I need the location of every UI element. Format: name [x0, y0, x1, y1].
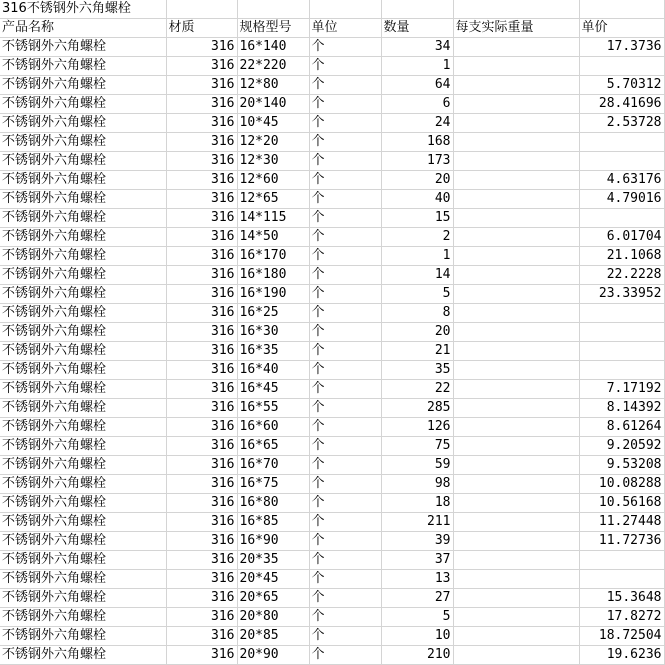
table-row [0, 247, 664, 266]
material-cell[interactable]: 316 [166, 133, 237, 152]
quantity-cell[interactable]: 211 [381, 513, 453, 532]
weight-cell[interactable] [453, 76, 579, 95]
empty-cell[interactable] [381, 0, 453, 19]
material-cell[interactable]: 316 [166, 323, 237, 342]
product-name-cell[interactable]: 不锈钢外六角螺栓 [0, 551, 166, 570]
product-name-cell[interactable]: 不锈钢外六角螺栓 [0, 38, 166, 57]
spec-cell[interactable]: 16*80 [237, 494, 309, 513]
product-name-cell[interactable]: 不锈钢外六角螺栓 [0, 475, 166, 494]
empty-cell[interactable] [237, 0, 309, 19]
unit-cell[interactable]: 个 [309, 57, 381, 76]
unit-cell[interactable]: 个 [309, 418, 381, 437]
price-cell[interactable] [579, 342, 664, 361]
quantity-cell[interactable]: 5 [381, 608, 453, 627]
spec-cell[interactable]: 16*25 [237, 304, 309, 323]
product-name-cell[interactable]: 不锈钢外六角螺栓 [0, 399, 166, 418]
table-row [0, 513, 664, 532]
product-name-cell[interactable]: 不锈钢外六角螺栓 [0, 57, 166, 76]
spec-cell[interactable]: 20*140 [237, 95, 309, 114]
product-name-cell[interactable]: 不锈钢外六角螺栓 [0, 114, 166, 133]
quantity-cell[interactable]: 173 [381, 152, 453, 171]
unit-cell[interactable]: 个 [309, 285, 381, 304]
quantity-cell[interactable]: 13 [381, 570, 453, 589]
material-cell[interactable]: 316 [166, 266, 237, 285]
quantity-cell[interactable]: 14 [381, 266, 453, 285]
material-cell[interactable]: 316 [166, 532, 237, 551]
product-name-cell[interactable]: 不锈钢外六角螺栓 [0, 494, 166, 513]
spec-cell[interactable]: 20*65 [237, 589, 309, 608]
product-name-cell[interactable]: 不锈钢外六角螺栓 [0, 76, 166, 95]
spec-cell[interactable]: 16*140 [237, 38, 309, 57]
table-row [0, 456, 664, 475]
table-row [0, 152, 664, 171]
quantity-cell[interactable]: 40 [381, 190, 453, 209]
weight-cell[interactable] [453, 399, 579, 418]
unit-cell[interactable]: 个 [309, 608, 381, 627]
product-name-cell[interactable]: 不锈钢外六角螺栓 [0, 627, 166, 646]
product-name-cell[interactable]: 不锈钢外六角螺栓 [0, 513, 166, 532]
material-cell[interactable]: 316 [166, 475, 237, 494]
quantity-cell[interactable]: 98 [381, 475, 453, 494]
product-name-cell[interactable]: 不锈钢外六角螺栓 [0, 95, 166, 114]
spec-cell[interactable]: 16*190 [237, 285, 309, 304]
quantity-cell[interactable]: 37 [381, 551, 453, 570]
price-cell[interactable]: 7.17192 [579, 380, 664, 399]
price-cell[interactable] [579, 551, 664, 570]
product-name-cell[interactable]: 不锈钢外六角螺栓 [0, 437, 166, 456]
spec-cell[interactable]: 16*35 [237, 342, 309, 361]
product-name-cell[interactable]: 不锈钢外六角螺栓 [0, 152, 166, 171]
weight-cell[interactable] [453, 361, 579, 380]
product-name-cell[interactable]: 不锈钢外六角螺栓 [0, 171, 166, 190]
quantity-cell[interactable]: 34 [381, 38, 453, 57]
material-cell[interactable]: 316 [166, 152, 237, 171]
weight-cell[interactable] [453, 114, 579, 133]
product-name-cell[interactable]: 不锈钢外六角螺栓 [0, 323, 166, 342]
table-row [0, 133, 664, 152]
table-row [0, 190, 664, 209]
material-cell[interactable]: 316 [166, 76, 237, 95]
material-cell[interactable]: 316 [166, 57, 237, 76]
quantity-cell[interactable]: 1 [381, 247, 453, 266]
price-cell[interactable]: 23.33952 [579, 285, 664, 304]
unit-cell[interactable]: 个 [309, 494, 381, 513]
price-cell[interactable]: 22.2228 [579, 266, 664, 285]
product-name-cell[interactable]: 不锈钢外六角螺栓 [0, 342, 166, 361]
price-cell[interactable]: 4.79016 [579, 190, 664, 209]
price-cell[interactable] [579, 361, 664, 380]
quantity-cell[interactable]: 168 [381, 133, 453, 152]
material-cell[interactable]: 316 [166, 380, 237, 399]
material-cell[interactable]: 316 [166, 418, 237, 437]
material-cell[interactable]: 316 [166, 95, 237, 114]
quantity-cell[interactable]: 2 [381, 228, 453, 247]
spec-cell[interactable]: 12*30 [237, 152, 309, 171]
table-row [0, 551, 664, 570]
unit-cell[interactable]: 个 [309, 513, 381, 532]
product-name-cell[interactable]: 不锈钢外六角螺栓 [0, 380, 166, 399]
weight-cell[interactable] [453, 418, 579, 437]
material-cell[interactable]: 316 [166, 399, 237, 418]
weight-cell[interactable] [453, 57, 579, 76]
product-name-cell[interactable]: 不锈钢外六角螺栓 [0, 133, 166, 152]
weight-cell[interactable] [453, 437, 579, 456]
table-row [0, 494, 664, 513]
weight-cell[interactable] [453, 209, 579, 228]
table-row [0, 570, 664, 589]
weight-cell[interactable] [453, 95, 579, 114]
unit-cell[interactable]: 个 [309, 152, 381, 171]
material-cell[interactable]: 316 [166, 456, 237, 475]
price-cell[interactable]: 4.63176 [579, 171, 664, 190]
table-row [0, 171, 664, 190]
material-cell[interactable]: 316 [166, 361, 237, 380]
spec-cell[interactable]: 16*90 [237, 532, 309, 551]
spec-cell[interactable]: 12*20 [237, 133, 309, 152]
price-cell[interactable]: 10.56168 [579, 494, 664, 513]
spec-cell[interactable]: 16*40 [237, 361, 309, 380]
material-cell[interactable]: 316 [166, 608, 237, 627]
table-row [0, 361, 664, 380]
unit-cell[interactable]: 个 [309, 190, 381, 209]
product-name-cell[interactable]: 不锈钢外六角螺栓 [0, 589, 166, 608]
quantity-cell[interactable]: 126 [381, 418, 453, 437]
price-cell[interactable]: 21.1068 [579, 247, 664, 266]
product-name-cell[interactable]: 不锈钢外六角螺栓 [0, 646, 166, 665]
price-cell[interactable] [579, 209, 664, 228]
weight-cell[interactable] [453, 152, 579, 171]
quantity-cell[interactable]: 20 [381, 323, 453, 342]
weight-cell[interactable] [453, 228, 579, 247]
weight-cell[interactable] [453, 627, 579, 646]
material-cell[interactable]: 316 [166, 437, 237, 456]
title-row [0, 0, 664, 19]
price-cell[interactable]: 9.20592 [579, 437, 664, 456]
price-cell[interactable]: 8.14392 [579, 399, 664, 418]
price-cell[interactable]: 8.61264 [579, 418, 664, 437]
spec-cell[interactable]: 20*45 [237, 570, 309, 589]
spec-cell[interactable]: 16*85 [237, 513, 309, 532]
product-name-cell[interactable]: 不锈钢外六角螺栓 [0, 418, 166, 437]
unit-cell[interactable]: 个 [309, 361, 381, 380]
table-row [0, 627, 664, 646]
unit-cell[interactable]: 个 [309, 570, 381, 589]
price-cell[interactable] [579, 57, 664, 76]
table-row [0, 304, 664, 323]
table-row [0, 38, 664, 57]
table-row [0, 114, 664, 133]
product-name-cell[interactable]: 不锈钢外六角螺栓 [0, 532, 166, 551]
spec-cell[interactable]: 10*45 [237, 114, 309, 133]
price-cell[interactable]: 19.6236 [579, 646, 664, 665]
table-row [0, 646, 664, 665]
unit-cell[interactable]: 个 [309, 38, 381, 57]
price-cell[interactable]: 28.41696 [579, 95, 664, 114]
material-cell[interactable]: 316 [166, 171, 237, 190]
price-cell[interactable]: 6.01704 [579, 228, 664, 247]
table-row [0, 532, 664, 551]
spec-cell[interactable]: 12*65 [237, 190, 309, 209]
price-cell[interactable]: 17.8272 [579, 608, 664, 627]
material-cell[interactable]: 316 [166, 285, 237, 304]
material-cell[interactable]: 316 [166, 304, 237, 323]
spec-cell[interactable]: 16*65 [237, 437, 309, 456]
quantity-cell[interactable]: 22 [381, 380, 453, 399]
quantity-cell[interactable]: 75 [381, 437, 453, 456]
weight-cell[interactable] [453, 38, 579, 57]
quantity-cell[interactable]: 5 [381, 285, 453, 304]
unit-cell[interactable]: 个 [309, 646, 381, 665]
material-cell[interactable]: 316 [166, 589, 237, 608]
material-cell[interactable]: 316 [166, 570, 237, 589]
spec-cell[interactable]: 16*70 [237, 456, 309, 475]
product-name-cell[interactable]: 不锈钢外六角螺栓 [0, 266, 166, 285]
quantity-cell[interactable]: 285 [381, 399, 453, 418]
unit-cell[interactable]: 个 [309, 304, 381, 323]
unit-cell[interactable]: 个 [309, 475, 381, 494]
unit-cell[interactable]: 个 [309, 323, 381, 342]
price-cell[interactable]: 18.72504 [579, 627, 664, 646]
quantity-cell[interactable]: 8 [381, 304, 453, 323]
spec-cell[interactable]: 16*45 [237, 380, 309, 399]
weight-cell[interactable] [453, 589, 579, 608]
weight-cell[interactable] [453, 475, 579, 494]
spec-cell[interactable]: 16*75 [237, 475, 309, 494]
weight-cell[interactable] [453, 133, 579, 152]
weight-cell[interactable] [453, 190, 579, 209]
unit-cell[interactable]: 个 [309, 171, 381, 190]
unit-cell[interactable]: 个 [309, 456, 381, 475]
material-cell[interactable]: 316 [166, 228, 237, 247]
weight-cell[interactable] [453, 608, 579, 627]
spec-cell[interactable]: 14*115 [237, 209, 309, 228]
material-cell[interactable]: 316 [166, 513, 237, 532]
table-row [0, 76, 664, 95]
spec-cell[interactable]: 20*80 [237, 608, 309, 627]
spec-cell[interactable]: 20*35 [237, 551, 309, 570]
product-name-cell[interactable]: 不锈钢外六角螺栓 [0, 456, 166, 475]
price-cell[interactable] [579, 570, 664, 589]
header-price-cell[interactable]: 单价 [579, 19, 664, 38]
product-name-cell[interactable]: 不锈钢外六角螺栓 [0, 570, 166, 589]
price-cell[interactable] [579, 152, 664, 171]
quantity-cell[interactable]: 27 [381, 589, 453, 608]
empty-cell[interactable] [579, 0, 664, 19]
weight-cell[interactable] [453, 494, 579, 513]
spec-cell[interactable]: 12*60 [237, 171, 309, 190]
weight-cell[interactable] [453, 380, 579, 399]
unit-cell[interactable]: 个 [309, 532, 381, 551]
price-cell[interactable] [579, 304, 664, 323]
spec-cell[interactable]: 16*60 [237, 418, 309, 437]
price-cell[interactable]: 2.53728 [579, 114, 664, 133]
weight-cell[interactable] [453, 323, 579, 342]
spec-cell[interactable]: 22*220 [237, 57, 309, 76]
product-name-cell[interactable]: 不锈钢外六角螺栓 [0, 304, 166, 323]
price-cell[interactable]: 5.70312 [579, 76, 664, 95]
spec-cell[interactable]: 16*170 [237, 247, 309, 266]
product-name-cell[interactable]: 不锈钢外六角螺栓 [0, 361, 166, 380]
material-cell[interactable]: 316 [166, 114, 237, 133]
product-name-cell[interactable]: 不锈钢外六角螺栓 [0, 608, 166, 627]
quantity-cell[interactable]: 210 [381, 646, 453, 665]
empty-cell[interactable] [166, 0, 237, 19]
product-name-cell[interactable]: 不锈钢外六角螺栓 [0, 209, 166, 228]
price-cell[interactable] [579, 133, 664, 152]
unit-cell[interactable]: 个 [309, 551, 381, 570]
header-material-cell[interactable]: 材质 [166, 19, 237, 38]
quantity-cell[interactable]: 21 [381, 342, 453, 361]
quantity-cell[interactable]: 64 [381, 76, 453, 95]
table-row [0, 380, 664, 399]
quantity-cell[interactable]: 6 [381, 95, 453, 114]
unit-cell[interactable]: 个 [309, 95, 381, 114]
price-cell[interactable]: 17.3736 [579, 38, 664, 57]
spec-cell[interactable]: 20*90 [237, 646, 309, 665]
unit-cell[interactable]: 个 [309, 114, 381, 133]
unit-cell[interactable]: 个 [309, 380, 381, 399]
price-cell[interactable]: 11.27448 [579, 513, 664, 532]
table-row [0, 342, 664, 361]
unit-cell[interactable]: 个 [309, 133, 381, 152]
table-row [0, 266, 664, 285]
spec-cell[interactable]: 16*180 [237, 266, 309, 285]
product-name-cell[interactable]: 不锈钢外六角螺栓 [0, 285, 166, 304]
quantity-cell[interactable]: 20 [381, 171, 453, 190]
product-name-cell[interactable]: 不锈钢外六角螺栓 [0, 190, 166, 209]
quantity-cell[interactable]: 10 [381, 627, 453, 646]
weight-cell[interactable] [453, 532, 579, 551]
weight-cell[interactable] [453, 646, 579, 665]
weight-cell[interactable] [453, 456, 579, 475]
price-cell[interactable]: 15.3648 [579, 589, 664, 608]
unit-cell[interactable]: 个 [309, 627, 381, 646]
unit-cell[interactable]: 个 [309, 247, 381, 266]
weight-cell[interactable] [453, 304, 579, 323]
table-row [0, 95, 664, 114]
header-name-cell[interactable]: 产品名称 [0, 19, 166, 38]
quantity-cell[interactable]: 59 [381, 456, 453, 475]
table-row [0, 475, 664, 494]
material-cell[interactable]: 316 [166, 38, 237, 57]
weight-cell[interactable] [453, 342, 579, 361]
table-row [0, 399, 664, 418]
unit-cell[interactable]: 个 [309, 266, 381, 285]
quantity-cell[interactable]: 18 [381, 494, 453, 513]
table-row [0, 57, 664, 76]
unit-cell[interactable]: 个 [309, 209, 381, 228]
material-cell[interactable]: 316 [166, 247, 237, 266]
material-cell[interactable]: 316 [166, 190, 237, 209]
material-cell[interactable]: 316 [166, 494, 237, 513]
quantity-cell[interactable]: 24 [381, 114, 453, 133]
unit-cell[interactable]: 个 [309, 399, 381, 418]
table-row [0, 589, 664, 608]
empty-cell[interactable] [309, 0, 381, 19]
price-cell[interactable]: 10.08288 [579, 475, 664, 494]
weight-cell[interactable] [453, 285, 579, 304]
spec-cell[interactable]: 12*80 [237, 76, 309, 95]
table-row [0, 418, 664, 437]
price-cell[interactable]: 9.53208 [579, 456, 664, 475]
spec-cell[interactable]: 16*55 [237, 399, 309, 418]
header-weight-cell[interactable]: 每支实际重量 [453, 19, 579, 38]
empty-cell[interactable] [453, 0, 579, 19]
quantity-cell[interactable]: 35 [381, 361, 453, 380]
table-row [0, 228, 664, 247]
material-cell[interactable]: 316 [166, 209, 237, 228]
price-cell[interactable] [579, 323, 664, 342]
table-row [0, 285, 664, 304]
spec-cell[interactable]: 14*50 [237, 228, 309, 247]
weight-cell[interactable] [453, 247, 579, 266]
price-cell[interactable]: 11.72736 [579, 532, 664, 551]
spec-cell[interactable]: 16*30 [237, 323, 309, 342]
unit-cell[interactable]: 个 [309, 76, 381, 95]
quantity-cell[interactable]: 15 [381, 209, 453, 228]
header-qty-cell[interactable]: 数量 [381, 19, 453, 38]
table-row [0, 323, 664, 342]
weight-cell[interactable] [453, 513, 579, 532]
unit-cell[interactable]: 个 [309, 437, 381, 456]
table-row [0, 608, 664, 627]
weight-cell[interactable] [453, 266, 579, 285]
header-spec-cell[interactable]: 规格型号 [237, 19, 309, 38]
table-row [0, 209, 664, 228]
unit-cell[interactable]: 个 [309, 228, 381, 247]
material-cell[interactable]: 316 [166, 627, 237, 646]
weight-cell[interactable] [453, 570, 579, 589]
material-cell[interactable]: 316 [166, 646, 237, 665]
sheet-title-cell[interactable]: 316不锈钢外六角螺栓 [0, 0, 166, 19]
weight-cell[interactable] [453, 551, 579, 570]
spec-cell[interactable]: 20*85 [237, 627, 309, 646]
unit-cell[interactable]: 个 [309, 589, 381, 608]
material-cell[interactable]: 316 [166, 342, 237, 361]
header-row [0, 19, 664, 38]
unit-cell[interactable]: 个 [309, 342, 381, 361]
material-cell[interactable]: 316 [166, 551, 237, 570]
weight-cell[interactable] [453, 171, 579, 190]
header-unit-cell[interactable]: 单位 [309, 19, 381, 38]
table-row [0, 437, 664, 456]
quantity-cell[interactable]: 39 [381, 532, 453, 551]
product-name-cell[interactable]: 不锈钢外六角螺栓 [0, 228, 166, 247]
quantity-cell[interactable]: 1 [381, 57, 453, 76]
product-name-cell[interactable]: 不锈钢外六角螺栓 [0, 247, 166, 266]
